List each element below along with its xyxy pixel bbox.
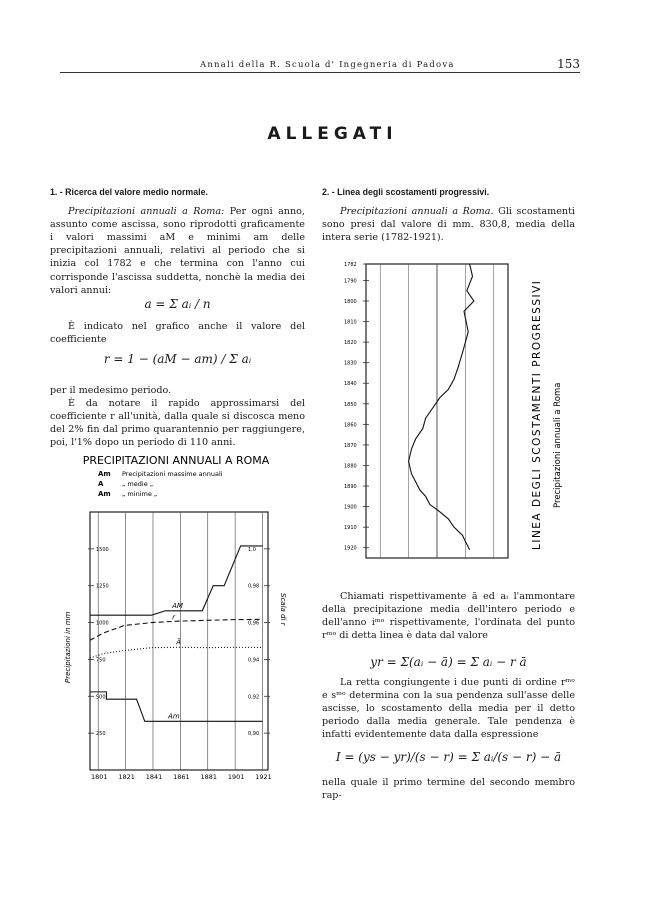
y-axis-label: Precipitazioni in mm bbox=[64, 611, 72, 683]
section-heading-1: 1. - Ricerca del valore medio normale. bbox=[50, 187, 208, 197]
chart-legend bbox=[98, 470, 223, 498]
year-tick-label: 1850 bbox=[344, 401, 357, 408]
left-para-1-lead: Precipitazioni annuali a Roma: bbox=[68, 206, 225, 218]
year-tick-label: 1830 bbox=[344, 360, 357, 367]
cumulative-deviation-chart bbox=[340, 258, 575, 568]
left-para-1-rest: Per ogni anno, assunto come ascissa, sono riprodotti graficamente i valori massimi aM e minimi am delle precipitazioni annuali, relativi al periodo che si inizia col 1782 e che termina con l'anno cui corrisponde l'ascissa suddetta, nonchè la media dei valori annui: bbox=[50, 206, 305, 296]
page-number: 153 bbox=[557, 57, 580, 71]
y-right-tick-label: 0,94 bbox=[248, 657, 260, 664]
y-right-tick-label: 0,98 bbox=[248, 583, 260, 590]
year-tick-label: 1860 bbox=[344, 422, 357, 429]
equation-1: a = Σ aᵢ / n bbox=[144, 297, 211, 311]
series-label: AM bbox=[172, 601, 183, 610]
year-tick-label: 1790 bbox=[344, 278, 357, 285]
legend-symbol: A bbox=[98, 480, 104, 488]
series-label: Ā bbox=[176, 638, 181, 647]
y-tick-label: 250 bbox=[96, 731, 106, 738]
left-para-1 bbox=[50, 205, 305, 297]
series-label: Am bbox=[168, 712, 180, 721]
year-tick-label: 1900 bbox=[344, 504, 357, 511]
right-para-4: nella quale il primo termine del secondo membro rap- bbox=[322, 777, 575, 802]
year-ticks bbox=[344, 262, 369, 552]
series-line bbox=[90, 647, 263, 658]
y-tick-label: 1500 bbox=[96, 546, 109, 553]
y-right-tick-label: 0,90 bbox=[248, 731, 260, 738]
y-tick-label: 750 bbox=[96, 657, 106, 664]
y-right-tick-label: 1,0 bbox=[248, 546, 256, 553]
x-tick-label: 1901 bbox=[227, 773, 245, 780]
year-tick-label: 1890 bbox=[344, 484, 357, 491]
right-column-top bbox=[322, 186, 575, 244]
y-tick-label: 500 bbox=[96, 694, 106, 701]
legend-symbol: Am bbox=[98, 490, 111, 498]
legend-label: „ minime „ bbox=[122, 490, 158, 498]
right-para-2: Chiamati rispettivamente ā ed aᵢ l'ammontare della precipitazione media dell'intero periodo e dell'anno iᵐᵒ rispettivamente, l'ordinata del punto rᵐᵒ di detta linea è data dal valore bbox=[322, 591, 575, 642]
y-right-tick-label: 0,96 bbox=[248, 620, 260, 627]
equation-3: yr = Σ(aᵢ − ā) = Σ aᵢ − r ā bbox=[370, 655, 527, 669]
year-tick-label: 1870 bbox=[344, 442, 357, 449]
left-para-3: per il medesimo periodo. bbox=[50, 385, 172, 396]
right-axis-label: Scala di r bbox=[279, 593, 287, 626]
right-para-3: La retta congiungente i due punti di ordine rᵐᵒ e sᵐᵒ determina con la sua pendenza sull'asse delle ascisse, lo scostamento della media per il detto periodo dalla media generale. Tale pendenza è infatti evidentemente data dalla espressione bbox=[322, 677, 575, 741]
year-tick-label: 1800 bbox=[344, 299, 357, 306]
equation-2: r = 1 − (aM − am) / Σ aᵢ bbox=[103, 352, 252, 366]
x-tick-label: 1801 bbox=[90, 773, 108, 780]
right-para-1-rest: Gli scostamenti sono presi dal valore di mm. 830,8, media della intera serie (1782-1921). bbox=[322, 206, 575, 244]
grid-lines-2 bbox=[380, 264, 494, 558]
y-tick-label: 1250 bbox=[96, 583, 109, 590]
chart-title: PRECIPITAZIONI ANNUALI A ROMA bbox=[82, 454, 270, 467]
legend-label: „ medie „ bbox=[122, 480, 154, 488]
series-label: r bbox=[172, 613, 176, 622]
page-title: ALLEGATI bbox=[267, 124, 398, 144]
x-tick-label: 1881 bbox=[200, 773, 218, 780]
y-right-tick-label: 0,92 bbox=[248, 694, 260, 701]
year-tick-label: 1782 bbox=[344, 262, 357, 268]
deviation-line bbox=[409, 264, 474, 550]
year-tick-label: 1880 bbox=[344, 463, 357, 470]
year-tick-label: 1910 bbox=[344, 525, 357, 532]
left-column-bottom bbox=[50, 384, 305, 449]
running-head: Annali della R. Scuola d' Ingegneria di Padova bbox=[200, 60, 455, 70]
y-tick-label: 1000 bbox=[96, 620, 109, 627]
axis-ticks bbox=[88, 547, 272, 780]
legend-label: Precipitazioni massime annuali bbox=[122, 470, 223, 478]
precipitation-chart bbox=[50, 448, 315, 780]
chart-2-title: LINEA DEGLI SCOSTAMENTI PROGRESSIVI bbox=[531, 279, 543, 550]
chart-2-subtitle: Precipitazioni annuali a Roma bbox=[553, 382, 563, 508]
left-para-4: È da notare il rapido approssimarsi del coefficiente r all'unità, dalla quale si discosca meno del 2% fin dal primo quarantennio per raggiungere, poi, l'1% dopo un periodo di 110 anni. bbox=[50, 398, 305, 449]
right-para-1-lead: Precipitazioni annuali a Roma. bbox=[340, 206, 494, 218]
left-column-top bbox=[50, 186, 305, 297]
year-tick-label: 1920 bbox=[344, 545, 357, 552]
data-series-2 bbox=[409, 264, 474, 550]
year-tick-label: 1810 bbox=[344, 319, 357, 326]
running-header bbox=[60, 58, 580, 72]
right-para-1 bbox=[322, 205, 575, 244]
equation-4: I = (ys − yr)/(s − r) = Σ aᵢ/(s − r) − ā bbox=[335, 750, 562, 764]
x-tick-label: 1921 bbox=[255, 773, 272, 780]
data-series bbox=[90, 546, 263, 721]
year-tick-label: 1820 bbox=[344, 340, 357, 347]
x-tick-label: 1841 bbox=[145, 773, 163, 780]
left-para-2: È indicato nel grafico anche il valore del coefficiente bbox=[50, 321, 305, 346]
year-tick-label: 1840 bbox=[344, 381, 357, 388]
header-rule bbox=[60, 72, 580, 73]
section-heading-2: 2. - Linea degli scostamenti progressivi. bbox=[322, 187, 490, 197]
series-line bbox=[90, 619, 263, 640]
x-tick-label: 1861 bbox=[173, 773, 190, 780]
legend-symbol: Am bbox=[98, 470, 111, 478]
x-tick-label: 1821 bbox=[118, 773, 135, 780]
